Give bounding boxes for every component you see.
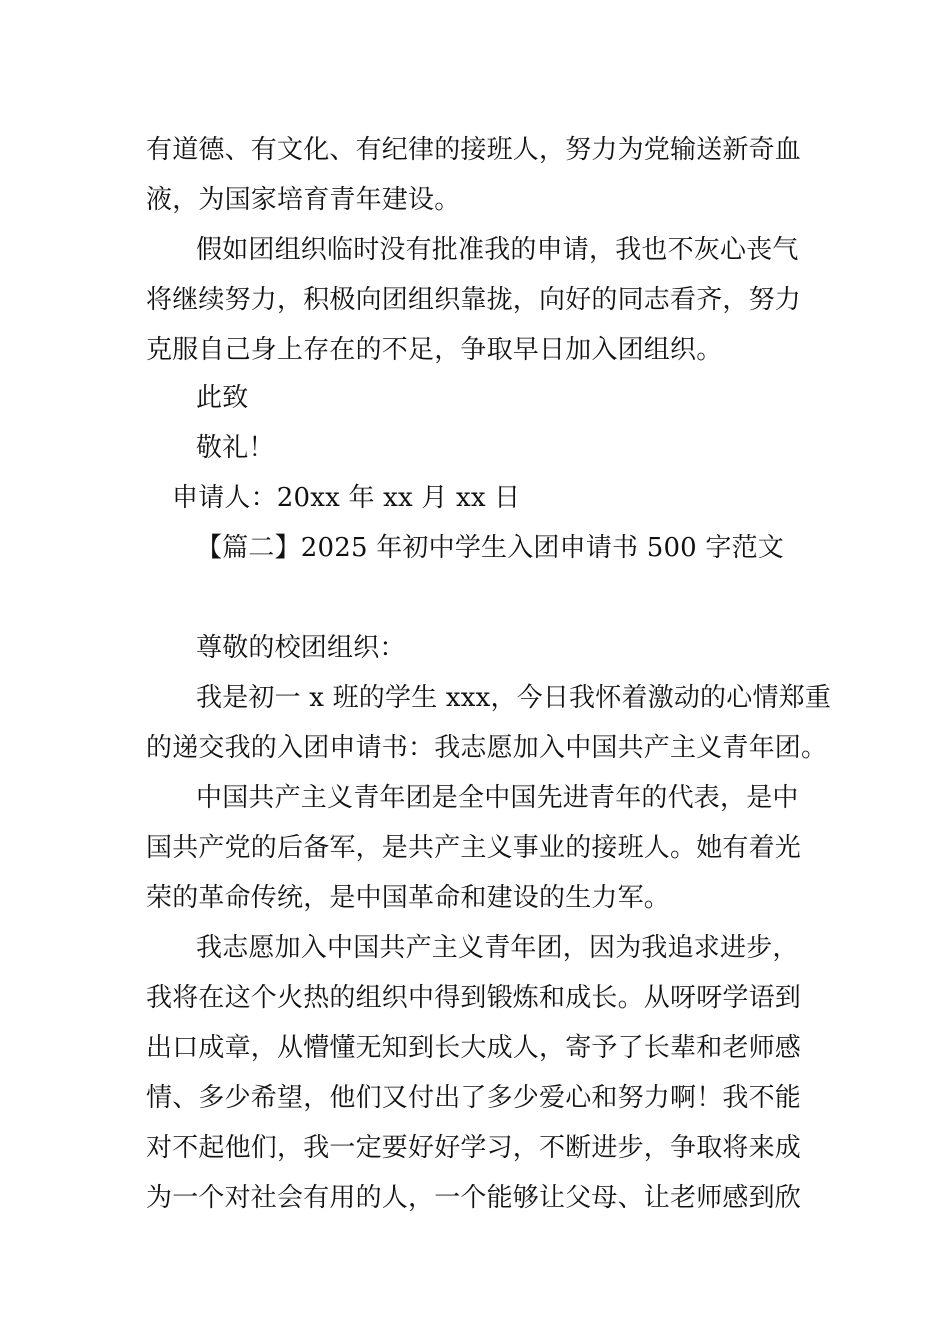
paragraph-line: 的递交我的入团申请书：我志愿加入中国共产主义青年团。 [146,733,828,763]
applicant-signature-line: 申请人：20xx 年 xx 月 xx 日 [172,483,521,513]
paragraph-line: 我是初一 x 班的学生 xxx，今日我怀着激动的心情郑重 [196,683,832,713]
paragraph-line: 为一个对社会有用的人，一个能够让父母、让老师感到欣 [146,1183,802,1213]
paragraph-line: 情、多少希望，他们又付出了多少爱心和努力啊！我不能 [146,1083,802,1113]
paragraph-line: 我将在这个火热的组织中得到锻炼和成长。从呀呀学语到 [146,983,802,1013]
closing-regards: 敬礼！ [196,433,275,463]
paragraph-line: 液，为国家培育青年建设。 [146,185,461,215]
letter-greeting: 尊敬的校团组织： [196,633,406,663]
paragraph-line: 我志愿加入中国共产主义青年团，因为我追求进步， [196,933,799,963]
paragraph-line: 中国共产主义青年团是全中国先进青年的代表，是中 [196,783,799,813]
paragraph-line: 将继续努力，积极向团组织靠拢，向好的同志看齐，努力 [146,285,802,315]
paragraph-line: 荣的革命传统，是中国革命和建设的生力军。 [146,883,671,913]
paragraph-line: 有道德、有文化、有纪律的接班人，努力为党输送新奇血 [146,135,802,165]
paragraph-line: 假如团组织临时没有批准我的申请，我也不灰心丧气 [196,235,799,265]
paragraph-line: 对不起他们，我一定要好好学习，不断进步，争取将来成 [146,1133,802,1163]
paragraph-line: 出口成章，从懵懂无知到长大成人，寄予了长辈和老师感 [146,1033,802,1063]
paragraph-line: 克服自己身上存在的不足，争取早日加入团组织。 [146,335,723,365]
paragraph-line: 国共产党的后备军，是共产主义事业的接班人。她有着光 [146,833,802,863]
closing-salutation: 此致 [196,383,249,413]
section-heading: 【篇二】2025 年初中学生入团申请书 500 字范文 [196,533,784,563]
